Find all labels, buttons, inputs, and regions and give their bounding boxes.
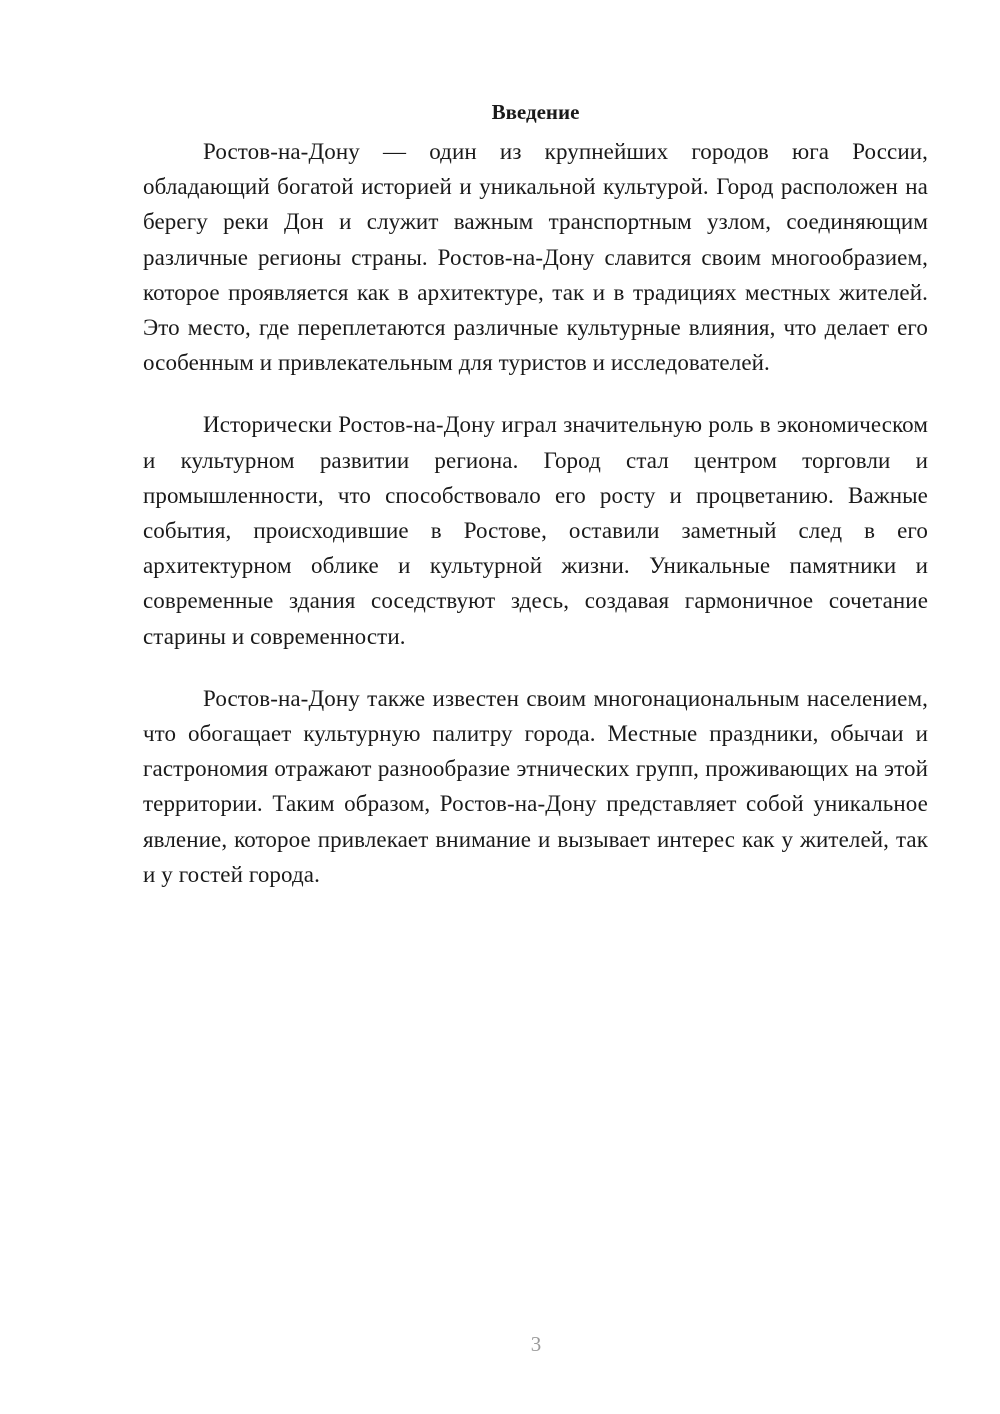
paragraph-3: Ростов-на-Дону также известен своим многонациональным населением, что обогащает культурную палитру города. Местные праздники, обычаи и гастрономия отражают разнообразие этнических групп, проживающих на этой территории. Таким образом, Ростов-на-Дону представляет собой уникальное явление, которое привлекает внимание и вызывает интерес как у жителей, так и у гостей города. bbox=[143, 685, 928, 887]
paragraph-2: Исторически Ростов-на-Дону играл значительную роль в экономическом и культурном развитии региона. Город стал центром торговли и промышленности, что способствовало его росту и процветанию. Важные события, происходившие в Ростове, оставили заметный след в его архитектурном облике и культурной жизни. Уникальные памятники и современные здания соседствуют здесь, создавая гармоничное сочетание старины и современности. bbox=[143, 412, 928, 649]
paragraph-1: Ростов-на-Дону — один из крупнейших городов юга России, обладающий богатой историей и уникальной культурой. Город расположен на берегу реки Дон и служит важным транспортным узлом, соединяющим различные регионы страны. Ростов-на-Дону славится своим многообразием, которое проявляется как в архитектуре, так и в традициях местных жителей. Это место, где переплетаются различные культурные влияния, что делает его особенным и привлекательным для туристов и исследователей. bbox=[143, 139, 928, 376]
section-title: Введение bbox=[491, 100, 580, 124]
page-content bbox=[143, 96, 928, 919]
page-number: 3 bbox=[530, 1332, 542, 1356]
